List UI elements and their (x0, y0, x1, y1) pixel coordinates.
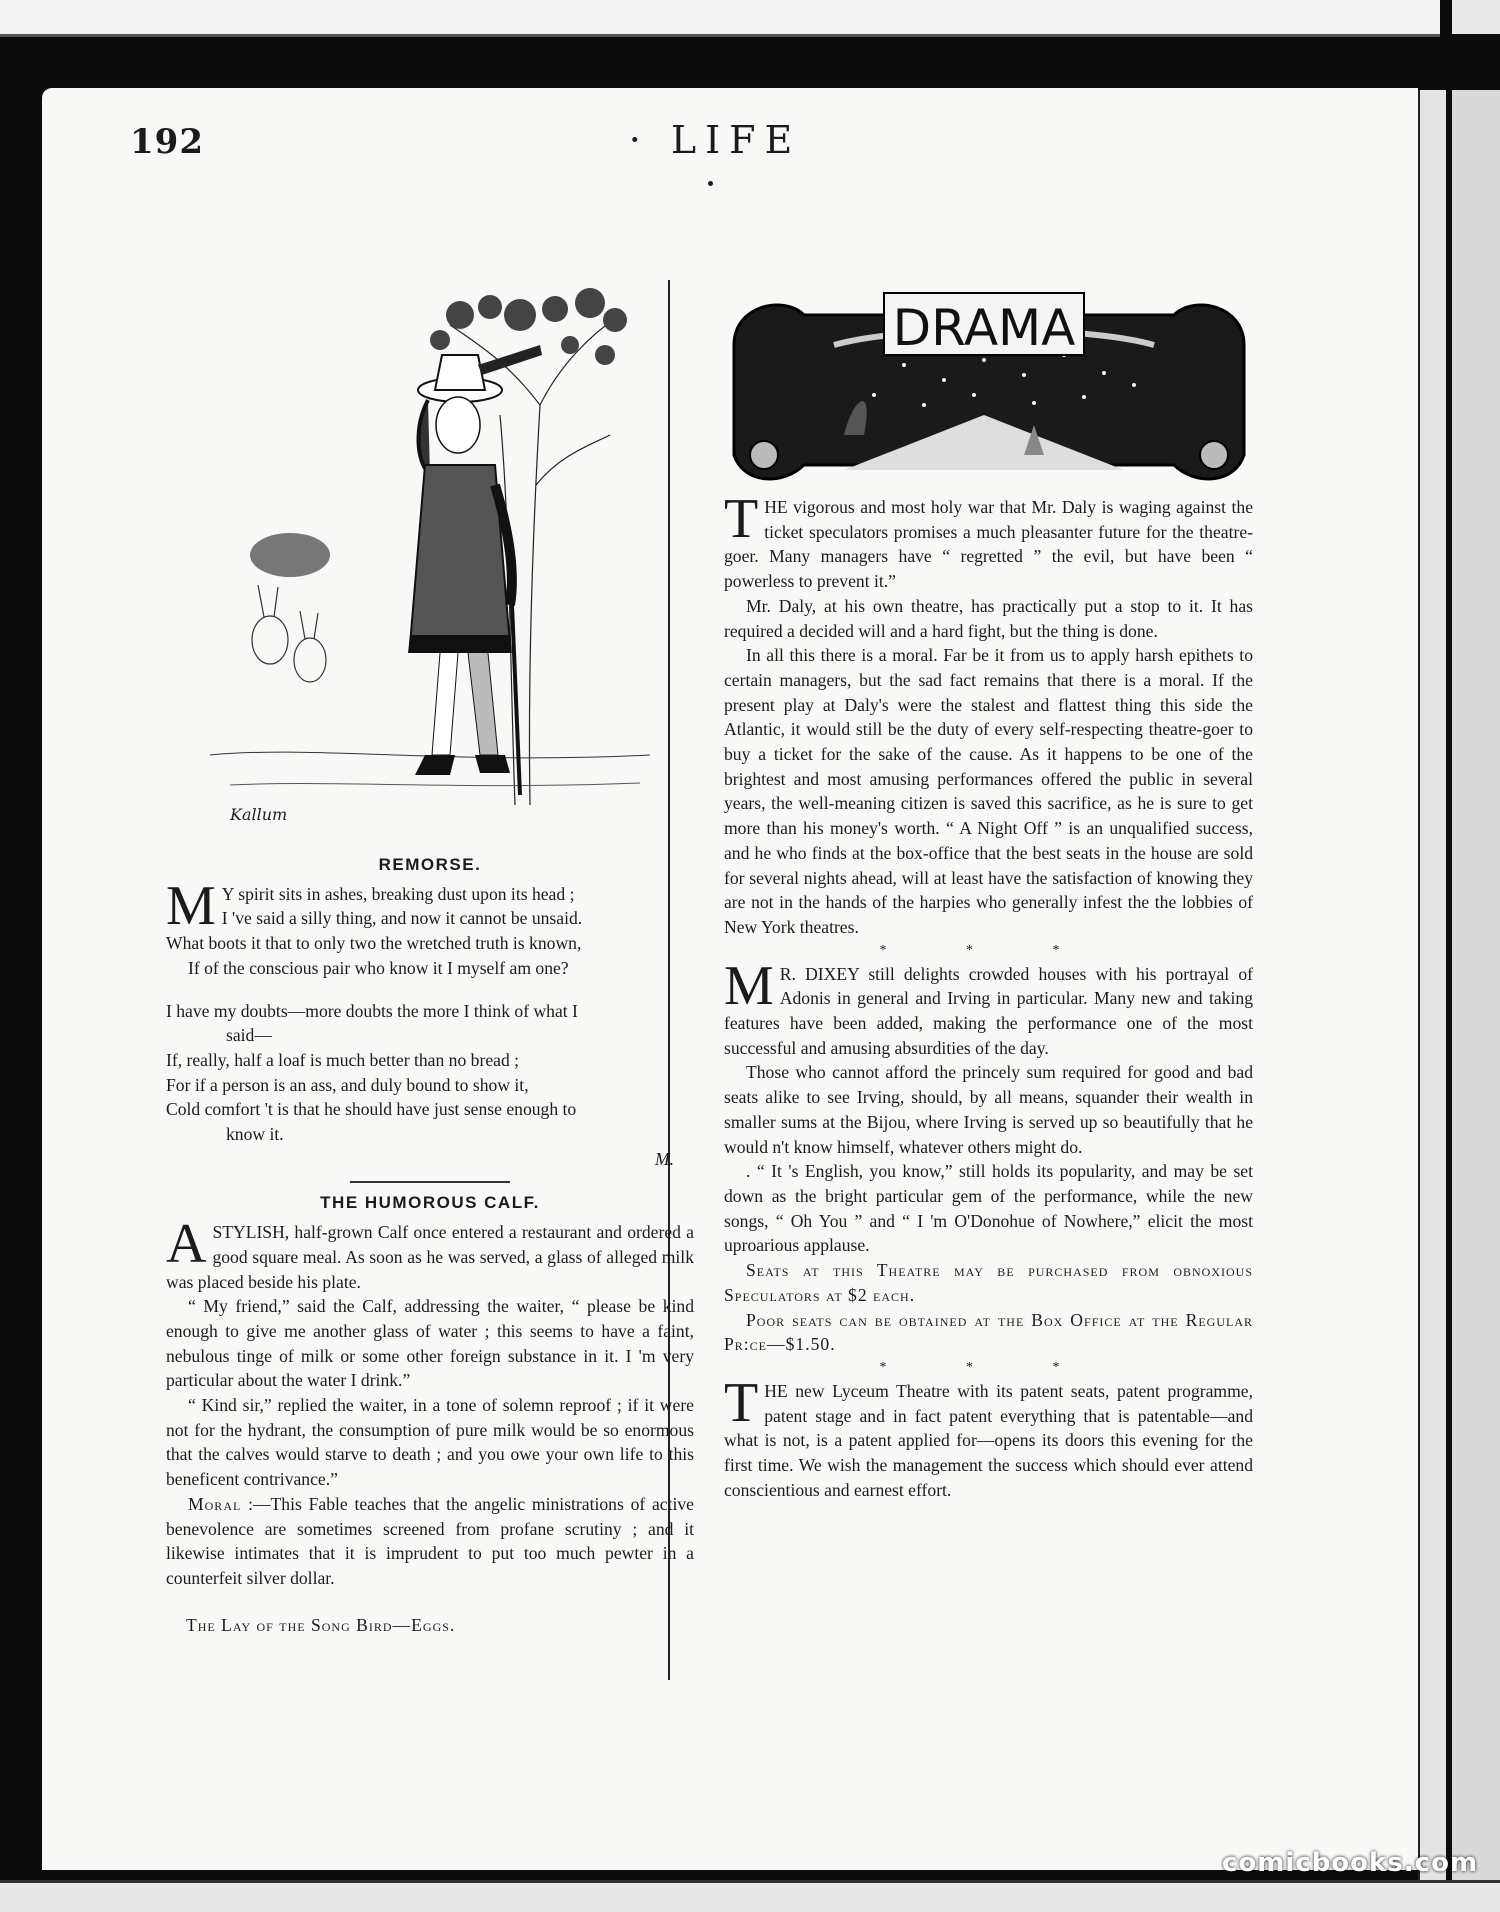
dixey-dropcap: M (724, 954, 774, 1017)
poem-line: Cold comfort 't is that he should have just sense enough to (166, 1099, 577, 1120)
daly-paragraph: THE vigorous and most holy war that Mr. Daly is waging against the ticket speculators promises a much pleasanter future for the theatre-goer. Many managers have “ regretted ” the evil, but have been “ powerless to prevent it.” (724, 488, 1253, 592)
calf-paragraph: “ My friend,” said the Calf, addressing the waiter, “ please be kind enough to give me another glass of water ; this seems to have a faint, nebulous tinge of milk or some other foreign substance in it. I 'm very particular about the water I drink.” (166, 1296, 694, 1391)
dixey-paragraph: M R. DIXEY still delights crowded houses with his portrayal of Adonis in general and Irving in particular. Many new and taking features have been added, making the performance one of the most successful and amusing absurdities of the day. (724, 954, 1253, 1058)
lyceum-dropcap: T (724, 1371, 759, 1434)
poem-line: If of the conscious pair who know it I myself am one? (188, 957, 569, 978)
poem-line: know it. (226, 1124, 284, 1145)
remorse-signature: M. (654, 1148, 674, 1169)
poem-line: said— (226, 1025, 272, 1046)
right-column (724, 285, 1253, 1502)
section-stars: * * * (879, 942, 1098, 958)
daly-paragraph: Mr. Daly, at his own theatre, has practically put a stop to it. It has required a decided will and a hard fight, but the thing is done. (724, 595, 1253, 641)
page-stack-edge (1418, 90, 1446, 1880)
poem-line: Y spirit sits in ashes, breaking dust upon its head ; (221, 883, 575, 904)
next-page-edge (0, 1880, 1500, 1912)
dixey-paragraph: Those who cannot afford the princely sum required for good and bad seats alike to see Irving, should, by all means, squander their wealth in smaller sums at the Bijou, where Irving is served up so beautifully that he would n't know himself, whatever others might do. (724, 1062, 1253, 1157)
calf-paragraph: ASTYLISH, half-grown Calf once entered a restaurant and ordered a good square meal. As soon as he was served, a glass of alleged milk was placed beside his plate. (166, 1213, 694, 1292)
poem-line: If, really, half a loaf is much better than no bread ; (166, 1049, 520, 1070)
masthead: · LIFE · (628, 118, 802, 206)
daly-paragraph: In all this there is a moral. Far be it from us to apply harsh epithets to certain managers, but the sad fact remains that there is a moral. If the present play at Daly's were the stalest and flattest thing this side the Atlantic, it would still be the duty of every self-respecting theatre-goer to buy a ticket for the sake of the cause. As it happens to be one of the brightest and most amusing performances offered the public in several years, the well-meaning citizen is saved this sacrifice, as he is sure to get more than his money's worth. “ A Night Off ” is an unqualified success, and he who finds at the box-office that the best seats in the house are sold for several nights ahead, will at least have the satisfaction of knowing they are not in the hands of the harpies who generally infest the the lobbies of New York theatres. (724, 645, 1253, 937)
calf-moral: Moral :—This Fable teaches that the angelic ministrations of active benevolence are sometimes screened from profane scrutiny ; and it likewise intimates that it is imprudent to put too much pewter in a counterfeit silver dollar. (166, 1493, 694, 1588)
section-stars: * * * (879, 1359, 1098, 1375)
left-column (166, 285, 694, 1637)
illustration-signature: Kallum (230, 805, 288, 824)
previous-page-edge (0, 0, 1440, 37)
poor-seats-notice: Poor seats can be obtained at the Box Office at the Regular Pr:ce—$1.50. (724, 1309, 1253, 1355)
calf-paragraph: “ Kind sir,” replied the waiter, in a tone of solemn reproof ; if it were not for the hydrant, the consumption of pure milk would be so enormous that the calves would starve to death ; and you owe your own life to this beneficent contrivance.” (166, 1395, 694, 1490)
daly-dropcap: T (724, 488, 759, 550)
page-number: 192 (130, 122, 204, 162)
dixey-paragraph: . “ It 's English, you know,” still holds its popularity, and may be set down as the bright particular gem of the performance, while the new songs, “ Oh You ” and “ I 'm O'Donohue of Nowhere,” elicit the most uproarious applause. (724, 1161, 1253, 1256)
poem-line: What boots it that to only two the wretched truth is known, (166, 933, 582, 954)
lyceum-paragraph: THE new Lyceum Theatre with its patent seats, patent programme, patent stage and in fact patent everything that is patentable—and what is not, is a patent applied for—opens its doors this evening for the first time. We wish the management the success which should ever attend conscientious and earnest effort. (724, 1371, 1253, 1500)
remorse-dropcap: M (166, 874, 216, 937)
poem-line: I have my doubts—more doubts the more I think of what I (166, 1000, 578, 1021)
calf-title: THE HUMOROUS CALF. (320, 1193, 540, 1213)
remorse-illustration (210, 285, 650, 845)
seats-notice: Seats at this Theatre may be purchased from obnoxious Speculators at $2 each. (724, 1260, 1253, 1305)
poem-line: I 've said a silly thing, and now it cannot be unsaid. (221, 908, 583, 929)
calf-dropcap: A (166, 1213, 207, 1276)
drama-banner-title: DRAMA (892, 299, 1076, 357)
poem-line: For if a person is an ass, and duly bound to show it, (166, 1074, 529, 1095)
adjacent-page-edge (1452, 0, 1500, 34)
drama-banner (724, 285, 1253, 495)
remorse-poem (166, 874, 694, 1147)
page-stack-edge-outer (1452, 90, 1500, 1880)
moral-label: Moral (188, 1493, 242, 1514)
section-rule (350, 1181, 510, 1183)
song-bird-joke: The Lay of the Song Bird—Eggs. (186, 1614, 456, 1635)
watermark: comicbooks.com (1222, 1848, 1479, 1878)
remorse-title: REMORSE. (378, 855, 482, 874)
